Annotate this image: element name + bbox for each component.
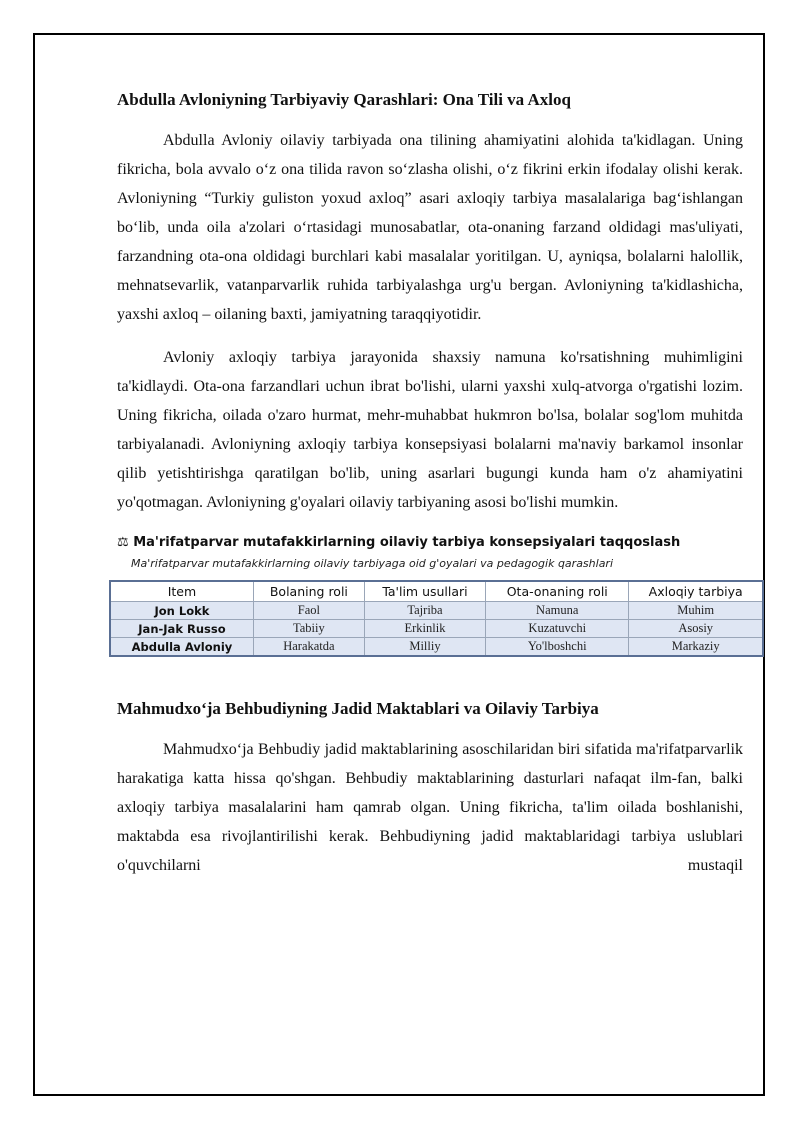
table-header-cell: Ota-onaning roli bbox=[486, 581, 629, 602]
table-header-cell: Item bbox=[110, 581, 253, 602]
section-heading-behbudiy: Mahmudxo‘ja Behbudiyning Jadid Maktablari va Oilaviy Tarbiya bbox=[117, 699, 599, 718]
paragraph-behbudiy-1: Mahmudxo‘ja Behbudiy jadid maktablarining asoschilaridan biri sifatida ma'rifatparvarlik harakatiga katta hissa qo'shgan. Behbudiy maktablarining dasturlari nafaqat ilm-fan, balki axloqiy tarbiya masalalarini ham qamrab olgan. Uning fikricha, ta'lim oilada boshlanishi, maktabda esa rivojlantirilishi kerak. Behbudiyning jadid maktablaridagi tarbiya uslublari o'quvchilarni mustaqil bbox=[117, 741, 743, 874]
table-cell: Namuna bbox=[486, 602, 629, 620]
scales-icon: ⚖ bbox=[117, 535, 129, 550]
table-cell: Muhim bbox=[629, 602, 763, 620]
table-header-cell: Bolaning roli bbox=[253, 581, 364, 602]
table-cell: Yo'lboshchi bbox=[486, 638, 629, 657]
table-header-cell: Axloqiy tarbiya bbox=[629, 581, 763, 602]
table-cell: Tabiiy bbox=[253, 620, 364, 638]
document-body bbox=[117, 88, 743, 880]
table-cell: Harakatda bbox=[253, 638, 364, 657]
table-row bbox=[110, 602, 763, 620]
table-row-label: Abdulla Avloniy bbox=[110, 638, 253, 657]
paragraph-avloniy-1: Abdulla Avloniy oilaviy tarbiyada ona tilining ahamiyatini alohida ta'kidlagan. Uning fikricha, bola avvalo o‘z ona tilida ravon so‘zlasha olishi, o‘z fikrini erkin ifodalay olishi kerak. Avloniyning “Turkiy guliston yoxud axloq” asari axloqiy tarbiya masalalariga bag‘ishlangan bo‘lib, unda oila a'zolari o‘rtasidagi munosabatlar, ota-onaning farzand oldidagi mas'uliyati, farzandning ota-ona oldidagi burchlari kabi masalalar yoritilgan. U, ayniqsa, bolalarni halollik, mehnatsevarlik, vatanparvarlik ruhida tarbiyalashga urg'u bergan. Avloniyning ta'kidlashicha, yaxshi axloq – oilaning baxti, jamiyatning taraqqiyotidir. bbox=[117, 132, 743, 323]
table-row bbox=[110, 620, 763, 638]
table-header-cell: Ta'lim usullari bbox=[364, 581, 485, 602]
table-cell: Asosiy bbox=[629, 620, 763, 638]
table-cell: Tajriba bbox=[364, 602, 485, 620]
table-row-label: Jon Lokk bbox=[110, 602, 253, 620]
table-cell: Erkinlik bbox=[364, 620, 485, 638]
table-row-label: Jan-Jak Russo bbox=[110, 620, 253, 638]
table-row bbox=[110, 638, 763, 657]
table-title-text: Ma'rifatparvar mutafakkirlarning oilaviy tarbiya konsepsiyalari taqqoslash bbox=[133, 535, 681, 550]
paragraph-avloniy-2: Avloniy axloqiy tarbiya jarayonida shaxsiy namuna ko'rsatishning muhimligini ta'kidlaydi. Ota-ona farzandlari uchun ibrat bo'lishi, ularni yaxshi xulq-atvorga o'rgatishi lozim. Uning fikricha, oilada o'zaro hurmat, mehr-muhabbat hukmron bo'lsa, bolalar sog'lom muhitda tarbiyalanadi. Avloniyning axloqiy tarbiya konsepsiyasi bolalarni ma'naviy barkamol insonlar qilib yetishtirishga qaratilgan bo'lib, uning asarlari bugungi kunda ham o'z ahamiyatini yo'qotmagan. Avloniyning g'oyalari oilaviy tarbiyaning asosi bo'lishi mumkin. bbox=[117, 349, 743, 511]
table-title bbox=[117, 534, 743, 552]
table-cell: Milliy bbox=[364, 638, 485, 657]
section-heading-avloniy: Abdulla Avloniyning Tarbiyaviy Qarashlari: Ona Tili va Axloq bbox=[117, 90, 571, 109]
comparison-table bbox=[109, 580, 764, 657]
table-subtitle: Ma'rifatparvar mutafakkirlarning oilaviy tarbiyaga oid g'oyalari va pedagogik qarashlari bbox=[131, 557, 614, 570]
table-cell: Kuzatuvchi bbox=[486, 620, 629, 638]
table-cell: Markaziy bbox=[629, 638, 763, 657]
table-cell: Faol bbox=[253, 602, 364, 620]
table-header-row bbox=[110, 581, 763, 602]
